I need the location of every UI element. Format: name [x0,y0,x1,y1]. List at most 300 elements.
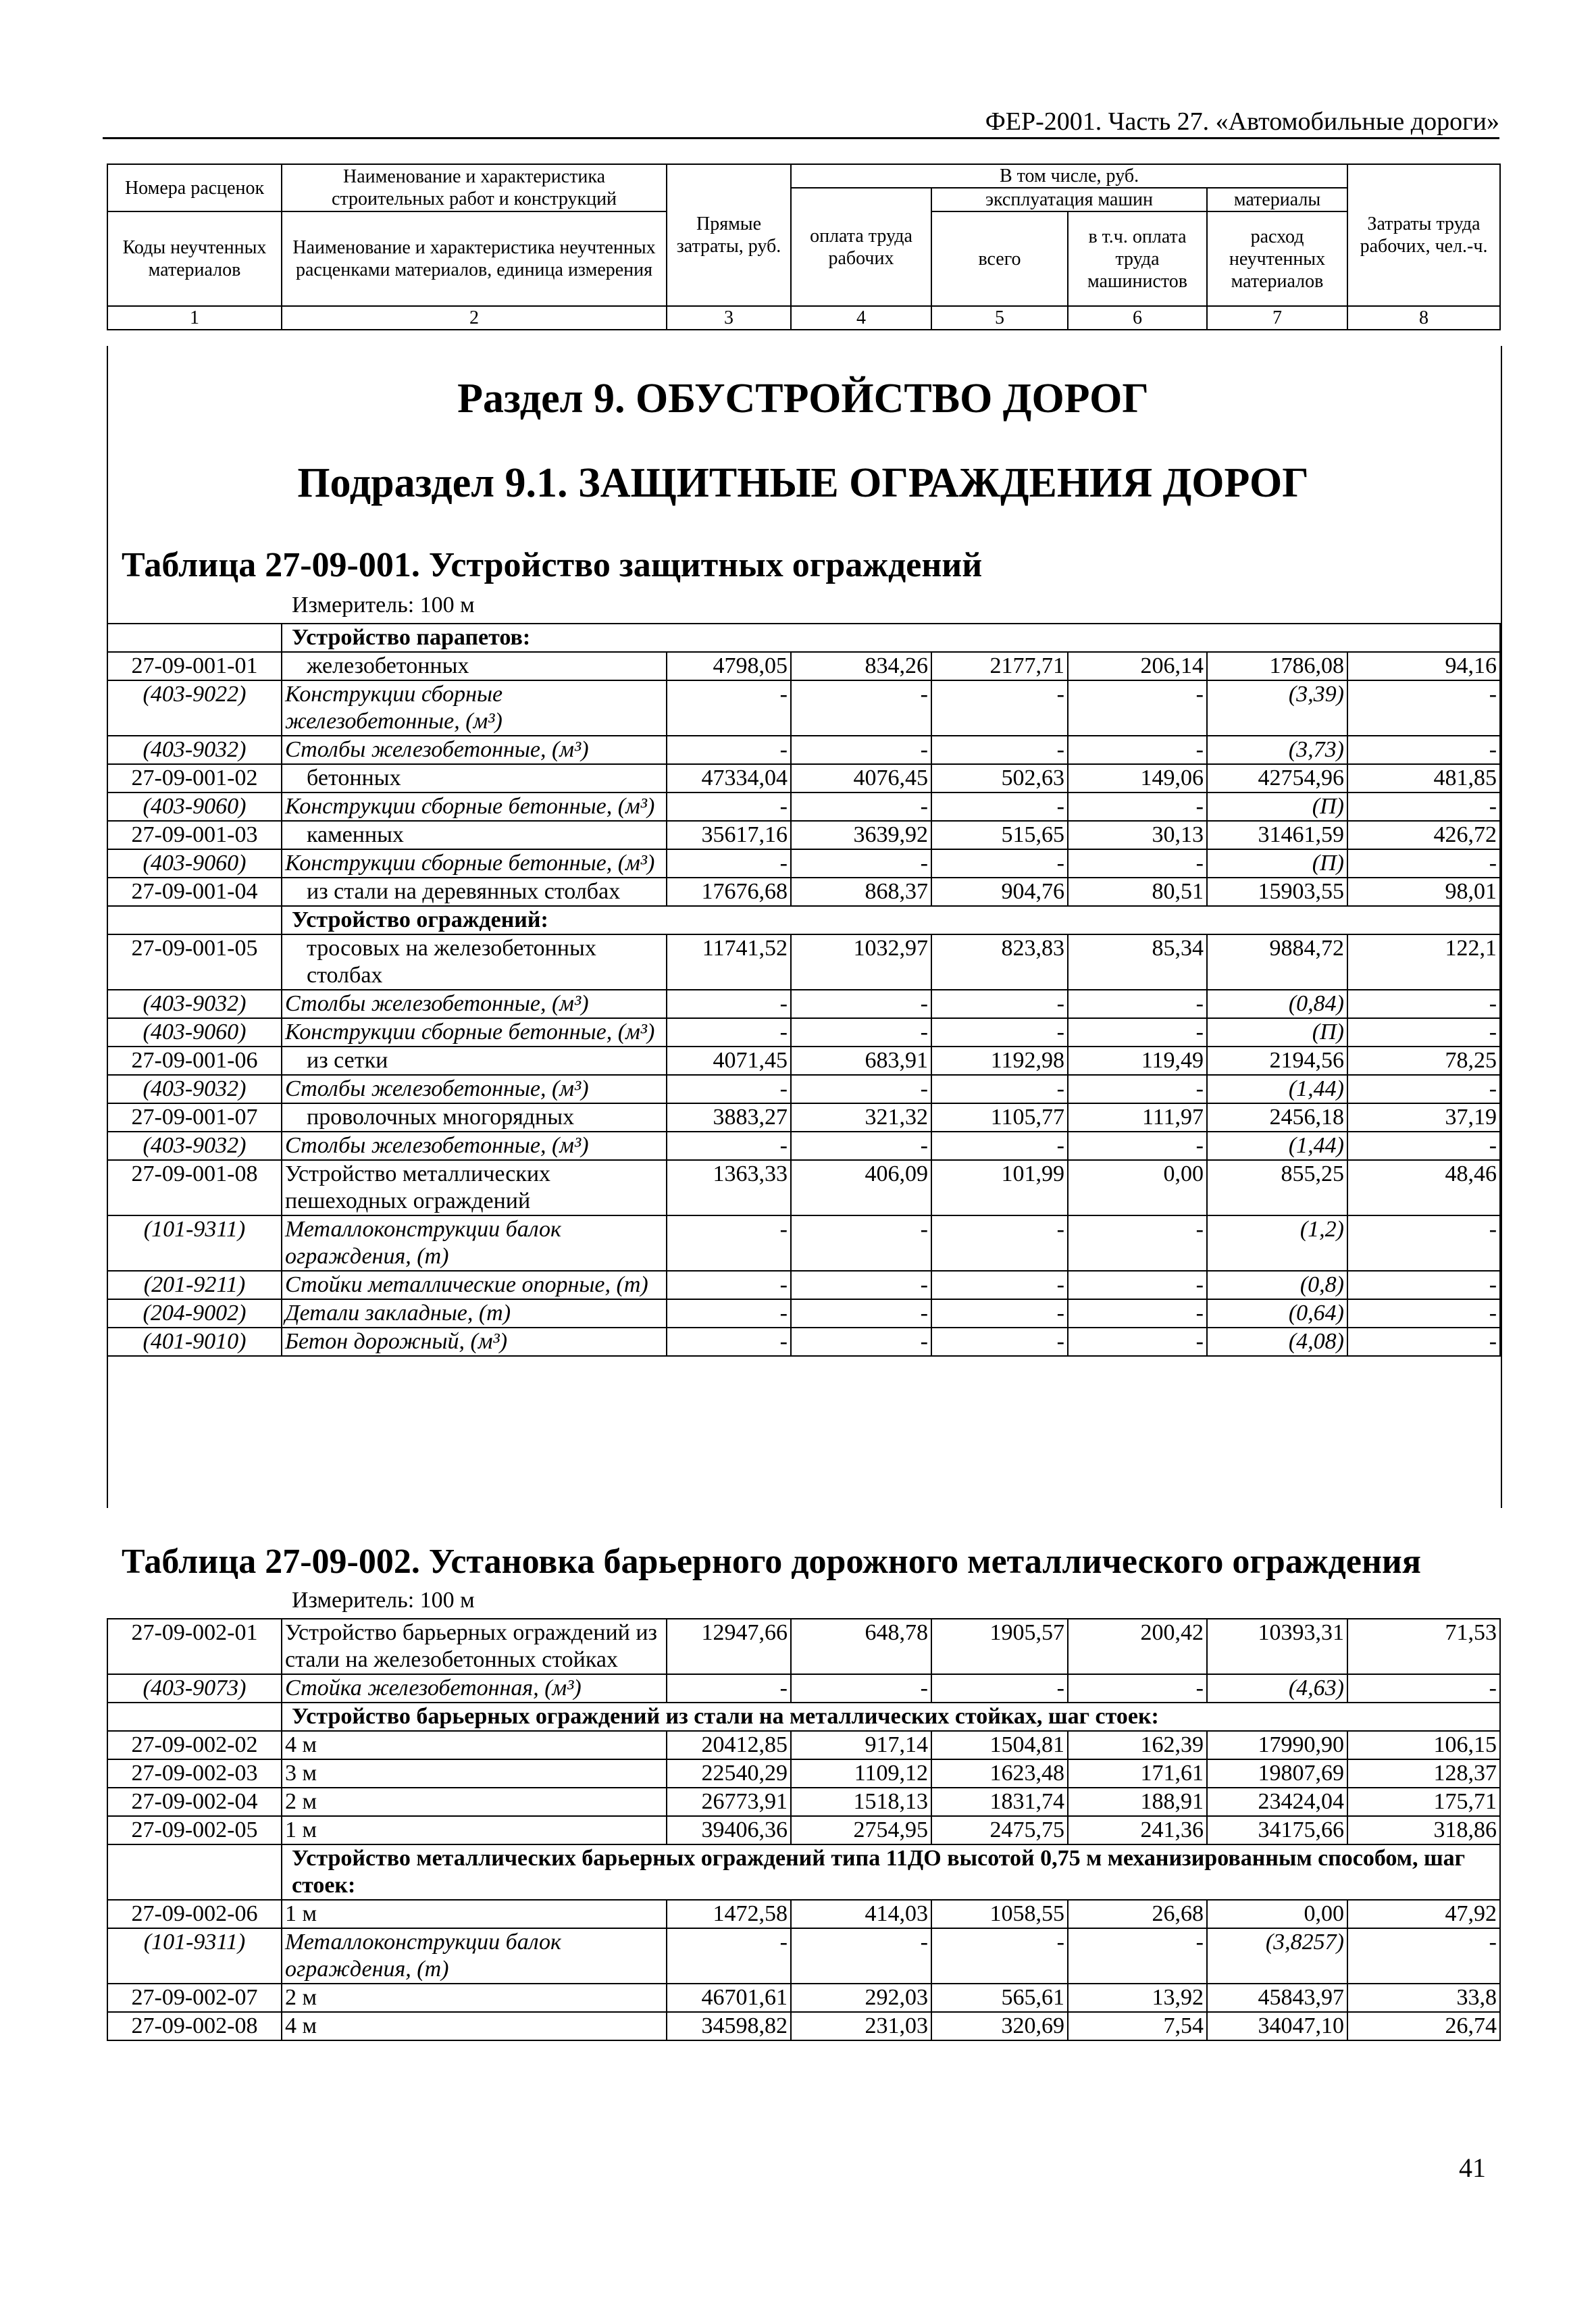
labor-hours-value: - [1347,1299,1500,1328]
materials-cost-value: 34047,10 [1207,2012,1347,2040]
header-including: В том числе, руб. [791,164,1347,188]
machinist-pay-value: - [1068,1328,1207,1356]
machinist-pay-value: 241,36 [1068,1816,1207,1844]
materials-cost-value: (3,8257) [1207,1928,1347,1984]
materials-cost-value: (3,73) [1207,736,1347,764]
rate-code: 27-09-001-08 [107,1160,282,1215]
materials-cost-value: (4,63) [1207,1674,1347,1703]
material-row [107,1018,1500,1047]
labor-hours-value: 128,37 [1347,1759,1500,1788]
material-row [107,680,1500,736]
machines-total-value: - [931,1299,1068,1328]
materials-cost-value: (4,08) [1207,1328,1347,1356]
labor-hours-value: - [1347,793,1500,821]
direct-costs-value: 47334,04 [667,764,791,793]
table-1-caption: Таблица 27-09-001. Устройство защитных ограждений [122,546,983,584]
material-code: (403-9060) [107,1018,282,1047]
labor-hours-value: 175,71 [1347,1788,1500,1816]
direct-costs-value: 1472,58 [667,1900,791,1928]
direct-costs-value: 22540,29 [667,1759,791,1788]
material-row [107,1328,1500,1356]
direct-costs-value: 20412,85 [667,1731,791,1759]
material-code: (101-9311) [107,1928,282,1984]
group-heading-row [107,624,1500,652]
worker-pay-value: - [791,1299,931,1328]
materials-cost-value: (0,64) [1207,1299,1347,1328]
materials-cost-value: 17990,90 [1207,1731,1347,1759]
labor-hours-value: - [1347,736,1500,764]
rate-code: 27-09-002-01 [107,1619,282,1674]
rate-code: 27-09-001-03 [107,821,282,849]
direct-costs-value: 35617,16 [667,821,791,849]
labor-hours-value: 106,15 [1347,1731,1500,1759]
work-name: бетонных [282,764,667,793]
machinist-pay-value: - [1068,1132,1207,1160]
worker-pay-value: - [791,849,931,878]
worker-pay-value: 406,09 [791,1160,931,1215]
worker-pay-value: - [791,1132,931,1160]
materials-cost-value: 855,25 [1207,1160,1347,1215]
direct-costs-value: 4798,05 [667,652,791,680]
machines-total-value: 1105,77 [931,1103,1068,1132]
worker-pay-value: 231,03 [791,2012,931,2040]
empty-cell [107,624,282,652]
worker-pay-value: 4076,45 [791,764,931,793]
materials-cost-value: (П) [1207,793,1347,821]
worker-pay-value: 648,78 [791,1619,931,1674]
rate-code: 27-09-002-02 [107,1731,282,1759]
header-materials: материалы [1207,188,1347,211]
machines-total-value: 502,63 [931,764,1068,793]
machinist-pay-value: - [1068,736,1207,764]
header-work-name: Наименование и характеристика строительных работ и конструкций [282,164,667,211]
worker-pay-value: 868,37 [791,878,931,906]
labor-hours-value: - [1347,849,1500,878]
rate-code: 27-09-002-04 [107,1788,282,1816]
rate-code: 27-09-001-07 [107,1103,282,1132]
table-2 [107,1618,1501,2041]
rate-code: 27-09-001-05 [107,934,282,990]
machines-total-value: - [931,1674,1068,1703]
rate-row [107,1619,1500,1674]
direct-costs-value: - [667,793,791,821]
machinist-pay-value: 13,92 [1068,1984,1207,2012]
machinist-pay-value: - [1068,793,1207,821]
worker-pay-value: - [791,1215,931,1271]
group-heading-row [107,906,1500,934]
worker-pay-value: - [791,1018,931,1047]
material-row [107,1674,1500,1703]
machinist-pay-value: 0,00 [1068,1160,1207,1215]
rate-code: 27-09-001-04 [107,878,282,906]
work-name: проволочных многорядных [282,1103,667,1132]
worker-pay-value: 1109,12 [791,1759,931,1788]
machines-total-value: - [931,1215,1068,1271]
machines-total-value: - [931,1271,1068,1299]
empty-cell [107,1703,282,1731]
machines-total-value: - [931,793,1068,821]
group-heading-row [107,1844,1500,1900]
work-name: 4 м [282,1731,667,1759]
rate-row [107,821,1500,849]
materials-cost-value: (1,2) [1207,1215,1347,1271]
machines-total-value: - [931,1018,1068,1047]
direct-costs-value: 11741,52 [667,934,791,990]
machinist-pay-value: - [1068,1674,1207,1703]
rate-code: 27-09-001-06 [107,1047,282,1075]
direct-costs-value: 1363,33 [667,1160,791,1215]
machinist-pay-value: 85,34 [1068,934,1207,990]
work-name: каменных [282,821,667,849]
material-name: Конструкции сборные железобетонные, (м³) [282,680,667,736]
header-machines-total: всего [931,211,1068,306]
labor-hours-value: - [1347,1018,1500,1047]
empty-cell [107,906,282,934]
machines-total-value: 320,69 [931,2012,1068,2040]
header-rule [103,137,1499,139]
material-code: (101-9311) [107,1215,282,1271]
materials-cost-value: (П) [1207,849,1347,878]
direct-costs-value: 3883,27 [667,1103,791,1132]
material-code: (403-9060) [107,849,282,878]
labor-hours-value: 78,25 [1347,1047,1500,1075]
rate-code: 27-09-002-03 [107,1759,282,1788]
machinist-pay-value: 111,97 [1068,1103,1207,1132]
rate-code: 27-09-002-07 [107,1984,282,2012]
materials-cost-value: 23424,04 [1207,1788,1347,1816]
machines-total-value: 515,65 [931,821,1068,849]
machinist-pay-value: 200,42 [1068,1619,1207,1674]
material-row [107,849,1500,878]
machinist-pay-value: 80,51 [1068,878,1207,906]
direct-costs-value: - [667,1075,791,1103]
material-name: Металлоконструкции балок ограждения, (т) [282,1928,667,1984]
machines-total-value: - [931,1928,1068,1984]
header-unaccounted-materials: расход неучтенных материалов [1207,211,1347,306]
machinist-pay-value: - [1068,680,1207,736]
machines-total-value: - [931,1328,1068,1356]
worker-pay-value: 1518,13 [791,1788,931,1816]
materials-cost-value: (1,44) [1207,1075,1347,1103]
labor-hours-value: 33,8 [1347,1984,1500,2012]
running-head: ФЕР-2001. Часть 27. «Автомобильные дороги» [985,107,1499,136]
worker-pay-value: - [791,1928,931,1984]
material-row [107,1075,1500,1103]
machines-total-value: 1192,98 [931,1047,1068,1075]
machinist-pay-value: 7,54 [1068,2012,1207,2040]
machinist-pay-value: 30,13 [1068,821,1207,849]
worker-pay-value: 292,03 [791,1984,931,2012]
rate-row [107,1900,1500,1928]
work-name: 3 м [282,1759,667,1788]
material-code: (403-9032) [107,990,282,1018]
labor-hours-value: 318,86 [1347,1816,1500,1844]
labor-hours-value: 426,72 [1347,821,1500,849]
worker-pay-value: - [791,1328,931,1356]
machinist-pay-value: 162,39 [1068,1731,1207,1759]
machines-total-value: 1058,55 [931,1900,1068,1928]
worker-pay-value: 917,14 [791,1731,931,1759]
machines-total-value: 1504,81 [931,1731,1068,1759]
material-name: Бетон дорожный, (м³) [282,1328,667,1356]
material-name: Детали закладные, (т) [282,1299,667,1328]
work-name: из сетки [282,1047,667,1075]
column-number: 6 [1068,306,1207,330]
subsection-title: Подраздел 9.1. ЗАЩИТНЫЕ ОГРАЖДЕНИЯ ДОРОГ [297,460,1309,506]
labor-hours-value: 122,1 [1347,934,1500,990]
materials-cost-value: 34175,66 [1207,1816,1347,1844]
materials-cost-value: (3,39) [1207,680,1347,736]
labor-hours-value: 26,74 [1347,2012,1500,2040]
labor-hours-value: 37,19 [1347,1103,1500,1132]
machines-total-value: 101,99 [931,1160,1068,1215]
machines-total-value: 2475,75 [931,1816,1068,1844]
machinist-pay-value: - [1068,1928,1207,1984]
direct-costs-value: 46701,61 [667,1984,791,2012]
machinist-pay-value: - [1068,1299,1207,1328]
worker-pay-value: 1032,97 [791,934,931,990]
materials-cost-value: 31461,59 [1207,821,1347,849]
labor-hours-value: - [1347,1215,1500,1271]
table-1 [107,623,1501,1357]
labor-hours-value: 98,01 [1347,878,1500,906]
material-code: (403-9022) [107,680,282,736]
material-name: Конструкции сборные бетонные, (м³) [282,793,667,821]
rate-row [107,1816,1500,1844]
material-code: (403-9032) [107,736,282,764]
machines-total-value: 823,83 [931,934,1068,990]
worker-pay-value: - [791,1674,931,1703]
header-rate-numbers: Номера расценок [107,164,282,211]
header-machinist-pay: в т.ч. оплата труда машинистов [1068,211,1207,306]
worker-pay-value: - [791,1271,931,1299]
rate-row [107,1788,1500,1816]
material-name: Столбы железобетонные, (м³) [282,1132,667,1160]
work-name: 4 м [282,2012,667,2040]
column-number: 5 [931,306,1068,330]
materials-cost-value: 15903,55 [1207,878,1347,906]
rate-row [107,1103,1500,1132]
worker-pay-value: 683,91 [791,1047,931,1075]
worker-pay-value: 3639,92 [791,821,931,849]
materials-cost-value: 9884,72 [1207,934,1347,990]
labor-hours-value: 94,16 [1347,652,1500,680]
rate-row [107,1731,1500,1759]
material-code: (403-9073) [107,1674,282,1703]
header-worker-pay: оплата труда рабочих [791,188,931,306]
direct-costs-value: 26773,91 [667,1788,791,1816]
labor-hours-value: 48,46 [1347,1160,1500,1215]
worker-pay-value: 414,03 [791,1900,931,1928]
work-name: 1 м [282,1816,667,1844]
material-code: (204-9002) [107,1299,282,1328]
worker-pay-value: 321,32 [791,1103,931,1132]
column-number: 8 [1347,306,1500,330]
work-name: железобетонных [282,652,667,680]
direct-costs-value: - [667,736,791,764]
direct-costs-value: 17676,68 [667,878,791,906]
direct-costs-value: 12947,66 [667,1619,791,1674]
direct-costs-value: 39406,36 [667,1816,791,1844]
direct-costs-value: - [667,1018,791,1047]
direct-costs-value: - [667,849,791,878]
column-number: 4 [791,306,931,330]
material-code: (403-9032) [107,1075,282,1103]
labor-hours-value: 481,85 [1347,764,1500,793]
rate-row [107,934,1500,990]
direct-costs-value: - [667,680,791,736]
page-number: 41 [1459,2153,1486,2183]
direct-costs-value: - [667,1132,791,1160]
machinist-pay-value: 206,14 [1068,652,1207,680]
material-name: Столбы железобетонные, (м³) [282,736,667,764]
group-heading: Устройство металлических барьерных ограждений типа 11ДО высотой 0,75 м механизированным способом, шаг стоек: [282,1844,1500,1900]
machines-total-value: 1623,48 [931,1759,1068,1788]
direct-costs-value: - [667,1328,791,1356]
rate-row [107,652,1500,680]
column-number: 1 [107,306,282,330]
materials-cost-value: (1,44) [1207,1132,1347,1160]
machines-total-value: - [931,849,1068,878]
machinist-pay-value: 188,91 [1068,1788,1207,1816]
group-heading: Устройство барьерных ограждений из стали на металлических стойках, шаг стоек: [282,1703,1500,1731]
machines-total-value: 904,76 [931,878,1068,906]
labor-hours-value: - [1347,680,1500,736]
rate-row [107,878,1500,906]
material-name: Стойка железобетонная, (м³) [282,1674,667,1703]
rate-row [107,1160,1500,1215]
worker-pay-value: 834,26 [791,652,931,680]
material-row [107,1928,1500,1984]
section-title: Раздел 9. ОБУСТРОЙСТВО ДОРОГ [457,376,1149,422]
machinist-pay-value: 171,61 [1068,1759,1207,1788]
labor-hours-value: - [1347,990,1500,1018]
materials-cost-value: 10393,31 [1207,1619,1347,1674]
rate-code: 27-09-001-01 [107,652,282,680]
rate-row [107,2012,1500,2040]
machinist-pay-value: 119,49 [1068,1047,1207,1075]
rate-row [107,1759,1500,1788]
machinist-pay-value: - [1068,849,1207,878]
machines-total-value: 1831,74 [931,1788,1068,1816]
group-heading-row [107,1703,1500,1731]
direct-costs-value: - [667,1928,791,1984]
machines-total-value: - [931,1075,1068,1103]
work-name: 2 м [282,1788,667,1816]
materials-cost-value: (0,8) [1207,1271,1347,1299]
material-code: (201-9211) [107,1271,282,1299]
direct-costs-value: - [667,1299,791,1328]
header-material-codes: Коды неучтенных материалов [107,211,282,306]
direct-costs-value: 4071,45 [667,1047,791,1075]
direct-costs-value: - [667,1215,791,1271]
work-name: Устройство барьерных ограждений из стали на железобетонных стойках [282,1619,667,1674]
machinist-pay-value: - [1068,1018,1207,1047]
material-code: (401-9010) [107,1328,282,1356]
rate-row [107,1984,1500,2012]
work-name: 2 м [282,1984,667,2012]
materials-cost-value: 1786,08 [1207,652,1347,680]
worker-pay-value: - [791,1075,931,1103]
worker-pay-value: - [791,793,931,821]
labor-hours-value: 47,92 [1347,1900,1500,1928]
machinist-pay-value: - [1068,1271,1207,1299]
rate-code: 27-09-001-02 [107,764,282,793]
machines-total-value: 2177,71 [931,652,1068,680]
material-name: Конструкции сборные бетонные, (м³) [282,1018,667,1047]
header-material-names: Наименование и характеристика неучтенных расценками материалов, единица измерения [282,211,667,306]
materials-cost-value: 2194,56 [1207,1047,1347,1075]
worker-pay-value: - [791,990,931,1018]
column-number: 7 [1207,306,1347,330]
worker-pay-value: - [791,680,931,736]
rate-row [107,1047,1500,1075]
labor-hours-value: - [1347,1674,1500,1703]
rate-row [107,764,1500,793]
material-row [107,1299,1500,1328]
table-2-measure: Измеритель: 100 м [292,1588,475,1613]
material-name: Металлоконструкции балок ограждения, (т) [282,1215,667,1271]
empty-cell [107,1844,282,1900]
rate-code: 27-09-002-08 [107,2012,282,2040]
materials-cost-value: 42754,96 [1207,764,1347,793]
materials-cost-value: 2456,18 [1207,1103,1347,1132]
labor-hours-value: - [1347,1928,1500,1984]
labor-hours-value: - [1347,1132,1500,1160]
machines-total-value: - [931,680,1068,736]
machines-total-value: 565,61 [931,1984,1068,2012]
column-number: 2 [282,306,667,330]
work-name: Устройство металлических пешеходных ограждений [282,1160,667,1215]
direct-costs-value: - [667,1674,791,1703]
work-name: тросовых на железобетонных столбах [282,934,667,990]
labor-hours-value: - [1347,1328,1500,1356]
material-code: (403-9032) [107,1132,282,1160]
machinist-pay-value: - [1068,990,1207,1018]
header-labor-costs: Затраты труда рабочих, чел.-ч. [1347,164,1500,306]
labor-hours-value: 71,53 [1347,1619,1500,1674]
material-row [107,736,1500,764]
group-heading: Устройство парапетов: [282,624,1500,652]
direct-costs-value: - [667,1271,791,1299]
materials-cost-value: (0,84) [1207,990,1347,1018]
material-name: Столбы железобетонные, (м³) [282,990,667,1018]
material-code: (403-9060) [107,793,282,821]
work-name: из стали на деревянных столбах [282,878,667,906]
material-row [107,793,1500,821]
work-name: 1 м [282,1900,667,1928]
materials-cost-value: 19807,69 [1207,1759,1347,1788]
machinist-pay-value: - [1068,1075,1207,1103]
materials-cost-value: 0,00 [1207,1900,1347,1928]
worker-pay-value: - [791,736,931,764]
materials-cost-value: (П) [1207,1018,1347,1047]
machines-total-value: - [931,1132,1068,1160]
machinist-pay-value: 26,68 [1068,1900,1207,1928]
table-1-measure: Измеритель: 100 м [292,593,475,618]
column-number: 3 [667,306,791,330]
material-row [107,1132,1500,1160]
material-row [107,990,1500,1018]
machinist-pay-value: 149,06 [1068,764,1207,793]
material-name: Конструкции сборные бетонные, (м³) [282,849,667,878]
materials-cost-value: 45843,97 [1207,1984,1347,2012]
rate-code: 27-09-002-06 [107,1900,282,1928]
header-direct-costs: Прямые затраты, руб. [667,164,791,306]
direct-costs-value: 34598,82 [667,2012,791,2040]
group-heading: Устройство ограждений: [282,906,1500,934]
labor-hours-value: - [1347,1075,1500,1103]
